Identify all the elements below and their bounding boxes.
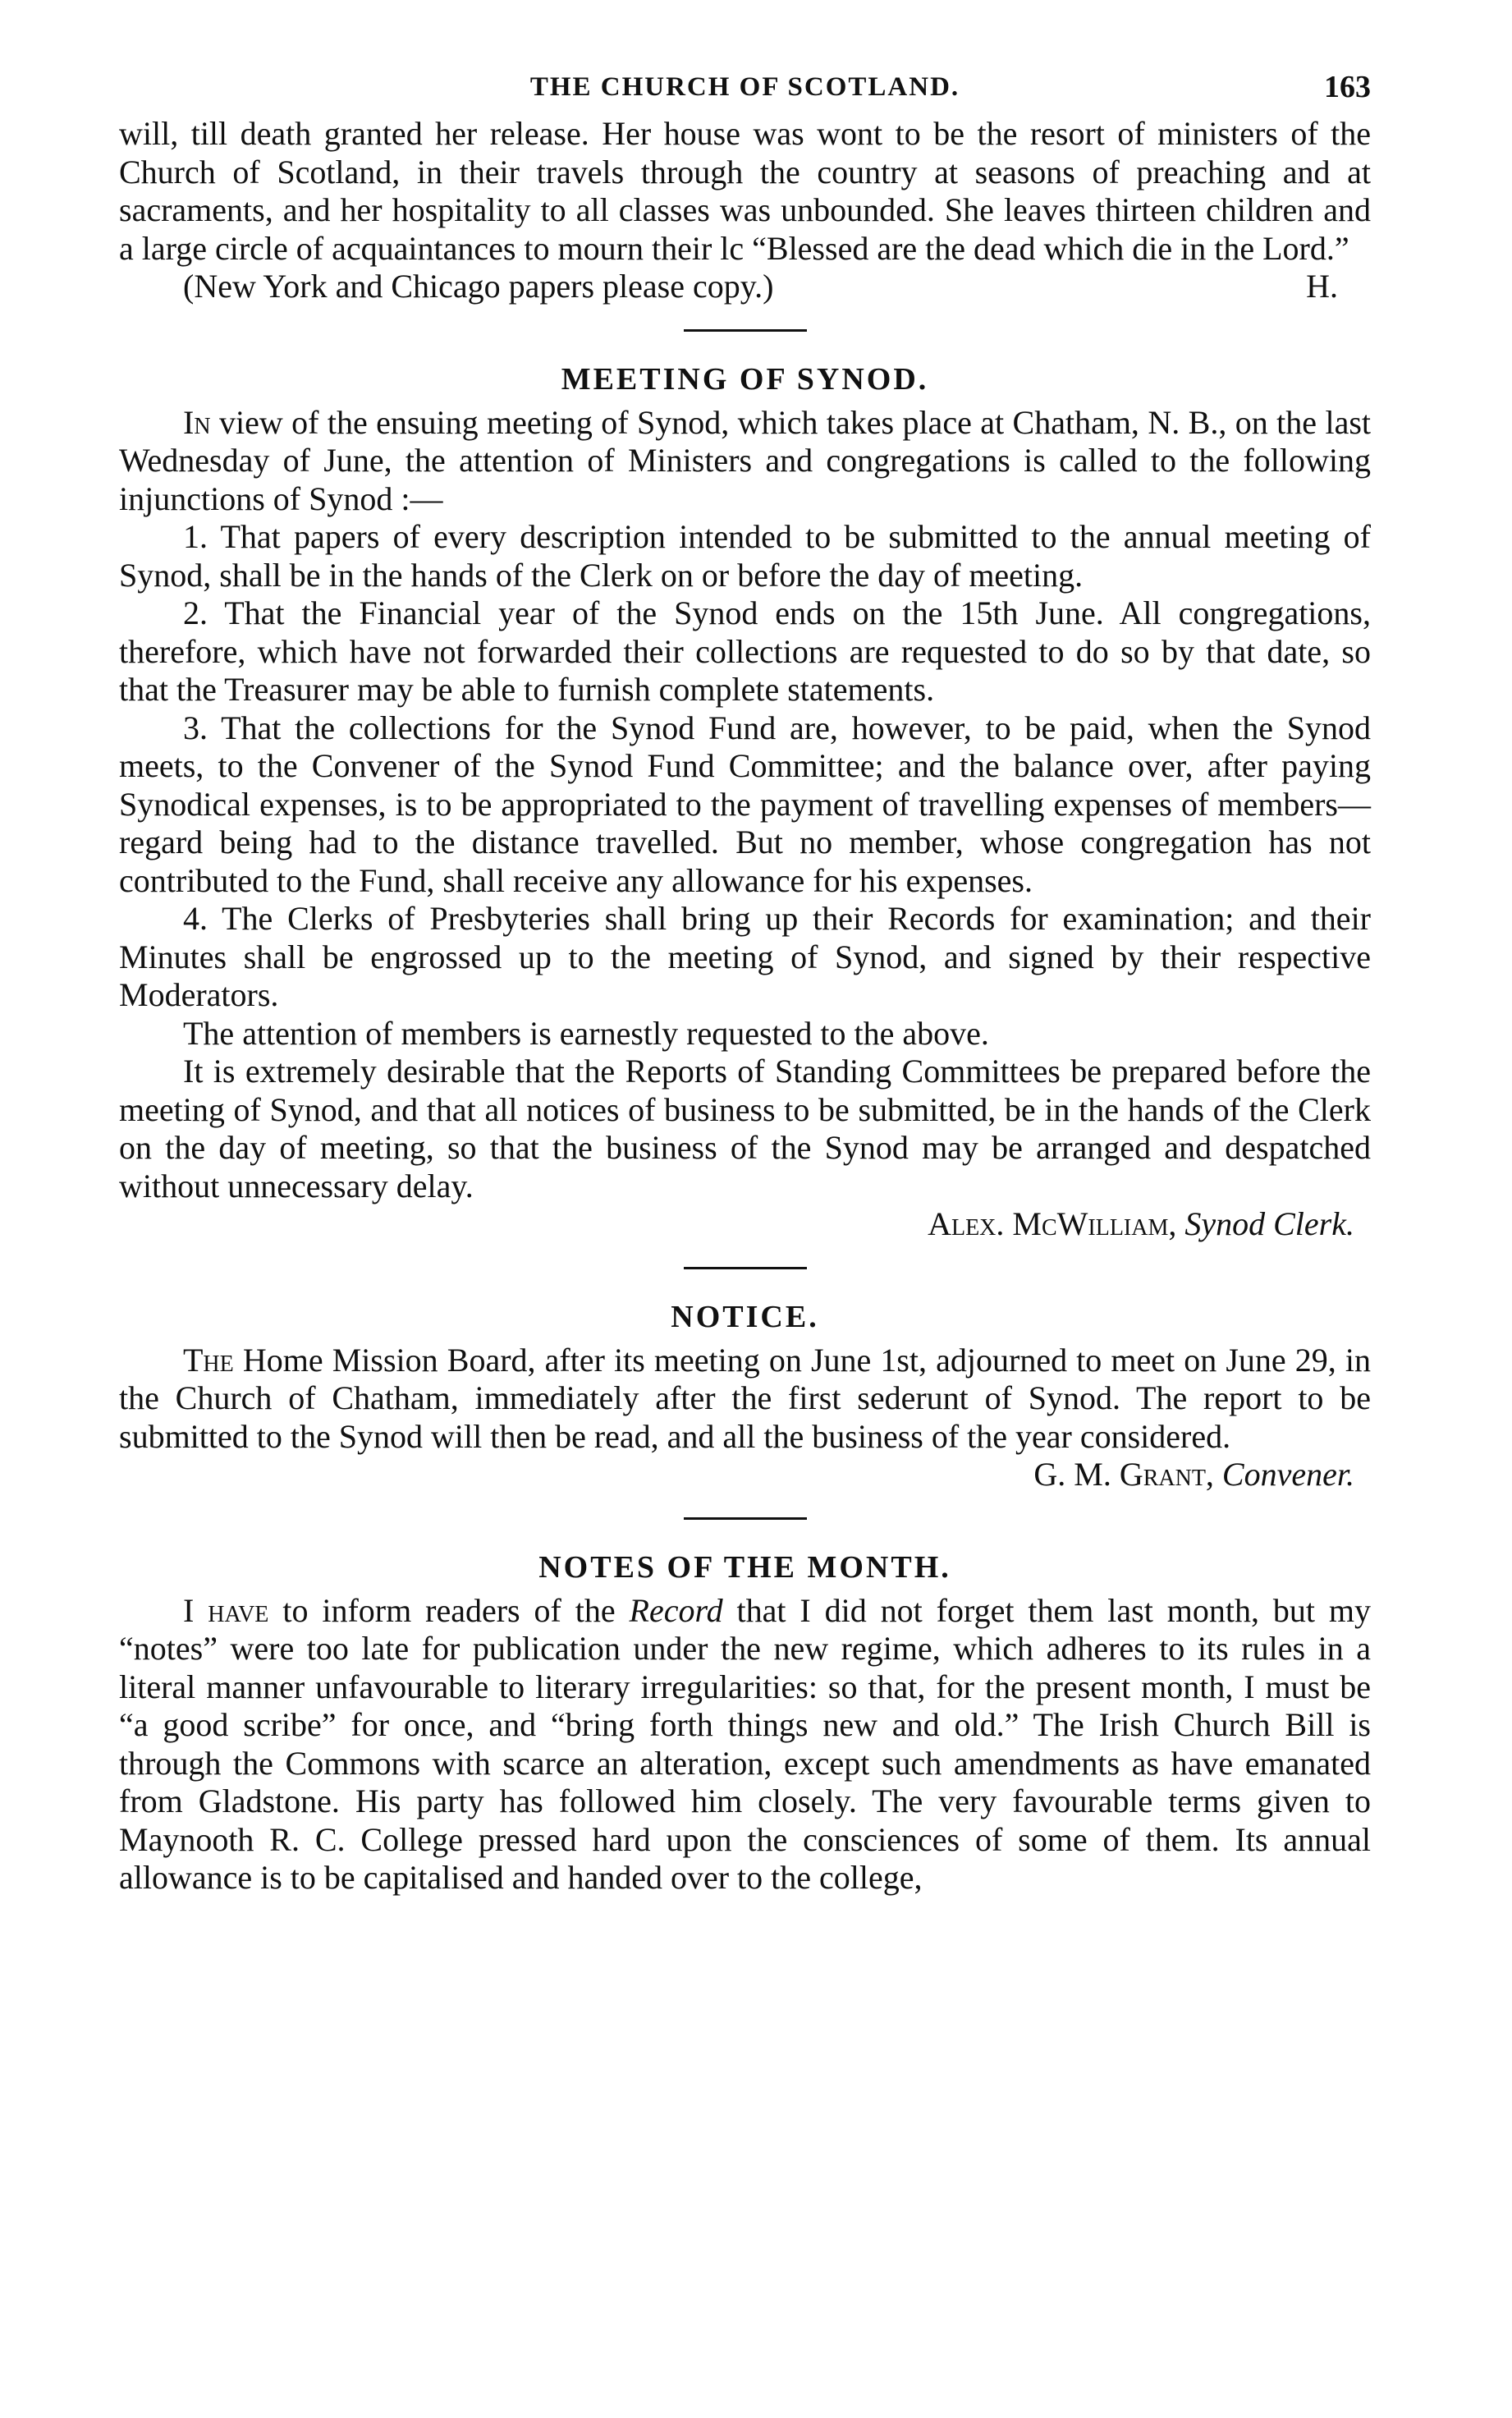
synod-signature-role: Synod Clerk. bbox=[1184, 1205, 1354, 1242]
synod-item-3: 3. That the collections for the Synod Fund are, however, to be paid, when the Synod meets, to the Convener of the Synod Fund Committee; and the balance over, after paying Synodical expenses, is to be appropriated to the payment of travelling expenses of members—regard being had to the distance travelled. But no member, whose congregation has not contributed to the Fund, shall receive any allowance for his expenses. bbox=[119, 709, 1371, 899]
notes-text-1: to inform readers of the bbox=[282, 1591, 616, 1629]
synod-intro bbox=[119, 404, 1371, 519]
running-head-title: THE CHURCH OF SCOTLAND. bbox=[529, 72, 960, 102]
notes-body bbox=[119, 1592, 1371, 1897]
notice-text: Home Mission Board, after its meeting on June 1st, adjourned to meet on June 29, in the Church of Chatham, immediately after the first sederunt of Synod. The report to be submitted to the Synod will then be read, and all the business of the year considered. bbox=[119, 1341, 1372, 1455]
section-divider bbox=[684, 1517, 807, 1520]
notice-body bbox=[119, 1342, 1371, 1457]
synod-intro-lead: In bbox=[183, 403, 211, 441]
notice-signature-name: G. M. Grant, bbox=[1033, 1456, 1214, 1493]
obituary-initial: H. bbox=[1306, 268, 1338, 305]
papers-note: (New York and Chicago papers please copy.) bbox=[183, 268, 774, 305]
synod-signature bbox=[119, 1205, 1354, 1244]
obituary-paragraph: will, till death granted her release. Her house was wont to be the resort of ministers of the Church of Scotland, in their travels through the country at seasons of preaching and at sacraments, and her hospitality to all classes was unbounded. She leaves thirteen children and a large circle of acquaintances to mourn their lc “Blessed are the dead which die in the Lord.” bbox=[119, 115, 1371, 267]
notice-lead: The bbox=[183, 1341, 234, 1379]
notice-heading: NOTICE. bbox=[671, 1299, 819, 1334]
papers-note-line bbox=[119, 268, 1371, 306]
section-divider bbox=[684, 329, 807, 332]
notes-lead: I have bbox=[183, 1591, 269, 1629]
synod-heading: MEETING OF SYNOD. bbox=[561, 361, 929, 397]
notice-signature bbox=[119, 1456, 1354, 1494]
running-head bbox=[119, 66, 1371, 115]
notes-text-2: that I did not forget them last month, but my “notes” were too late for publication under the new regime, which adheres to its rules in a literal manner unfavourable to literary irregularities: so that, for the present month, I must be “a good scribe” for once, and “bring forth things new and old.” The Irish Church Bill is through the Commons with scarce an alteration, except such amendments as have emanated from Gladstone. His party has followed him closely. The very favourable terms given to Maynooth R. C. College pressed hard upon the consciences of some of them. Its annual allowance is to be capitalised and handed over to the college, bbox=[119, 1591, 1372, 1896]
synod-item-1: 1. That papers of every description intended to be submitted to the annual meeting of Synod, shall be in the hands of the Clerk on or before the day of meeting. bbox=[119, 518, 1371, 594]
notes-record: Record bbox=[629, 1591, 723, 1629]
synod-intro-text: view of the ensuing meeting of Synod, which takes place at Chatham, N. B., on the last Wednesday of June, the attention of Ministers and congregations is called to the following injunctions of Synod :— bbox=[119, 403, 1371, 517]
synod-item-2: 2. That the Financial year of the Synod ends on the 15th June. All congregations, therefore, which have not forwarded their collections are requested to do so by that date, so that the Treasurer may be able to furnish complete statements. bbox=[119, 594, 1371, 708]
page-number: 163 bbox=[1324, 70, 1371, 104]
section-divider bbox=[684, 1267, 807, 1269]
synod-attention: The attention of members is earnestly requested to the above. bbox=[183, 1014, 989, 1052]
synod-item-4: 4. The Clerks of Presbyteries shall bring up their Records for examination; and their Minutes shall be engrossed up to the meeting of Synod, and signed by their respective Moderators. bbox=[119, 900, 1371, 1013]
notice-signature-role: Convener. bbox=[1221, 1456, 1354, 1493]
notes-heading: NOTES OF THE MONTH. bbox=[538, 1549, 951, 1585]
synod-signature-name: Alex. McWilliam, bbox=[928, 1205, 1177, 1242]
text-column bbox=[119, 66, 1371, 1897]
synod-reports: It is extremely desirable that the Reports of Standing Committees be prepared before the meeting of Synod, and that all notices of business to be submitted, be in the hands of the Clerk on the day of meeting, so that the business of the Synod may be arranged and despatched without unnecessary delay. bbox=[119, 1053, 1371, 1204]
